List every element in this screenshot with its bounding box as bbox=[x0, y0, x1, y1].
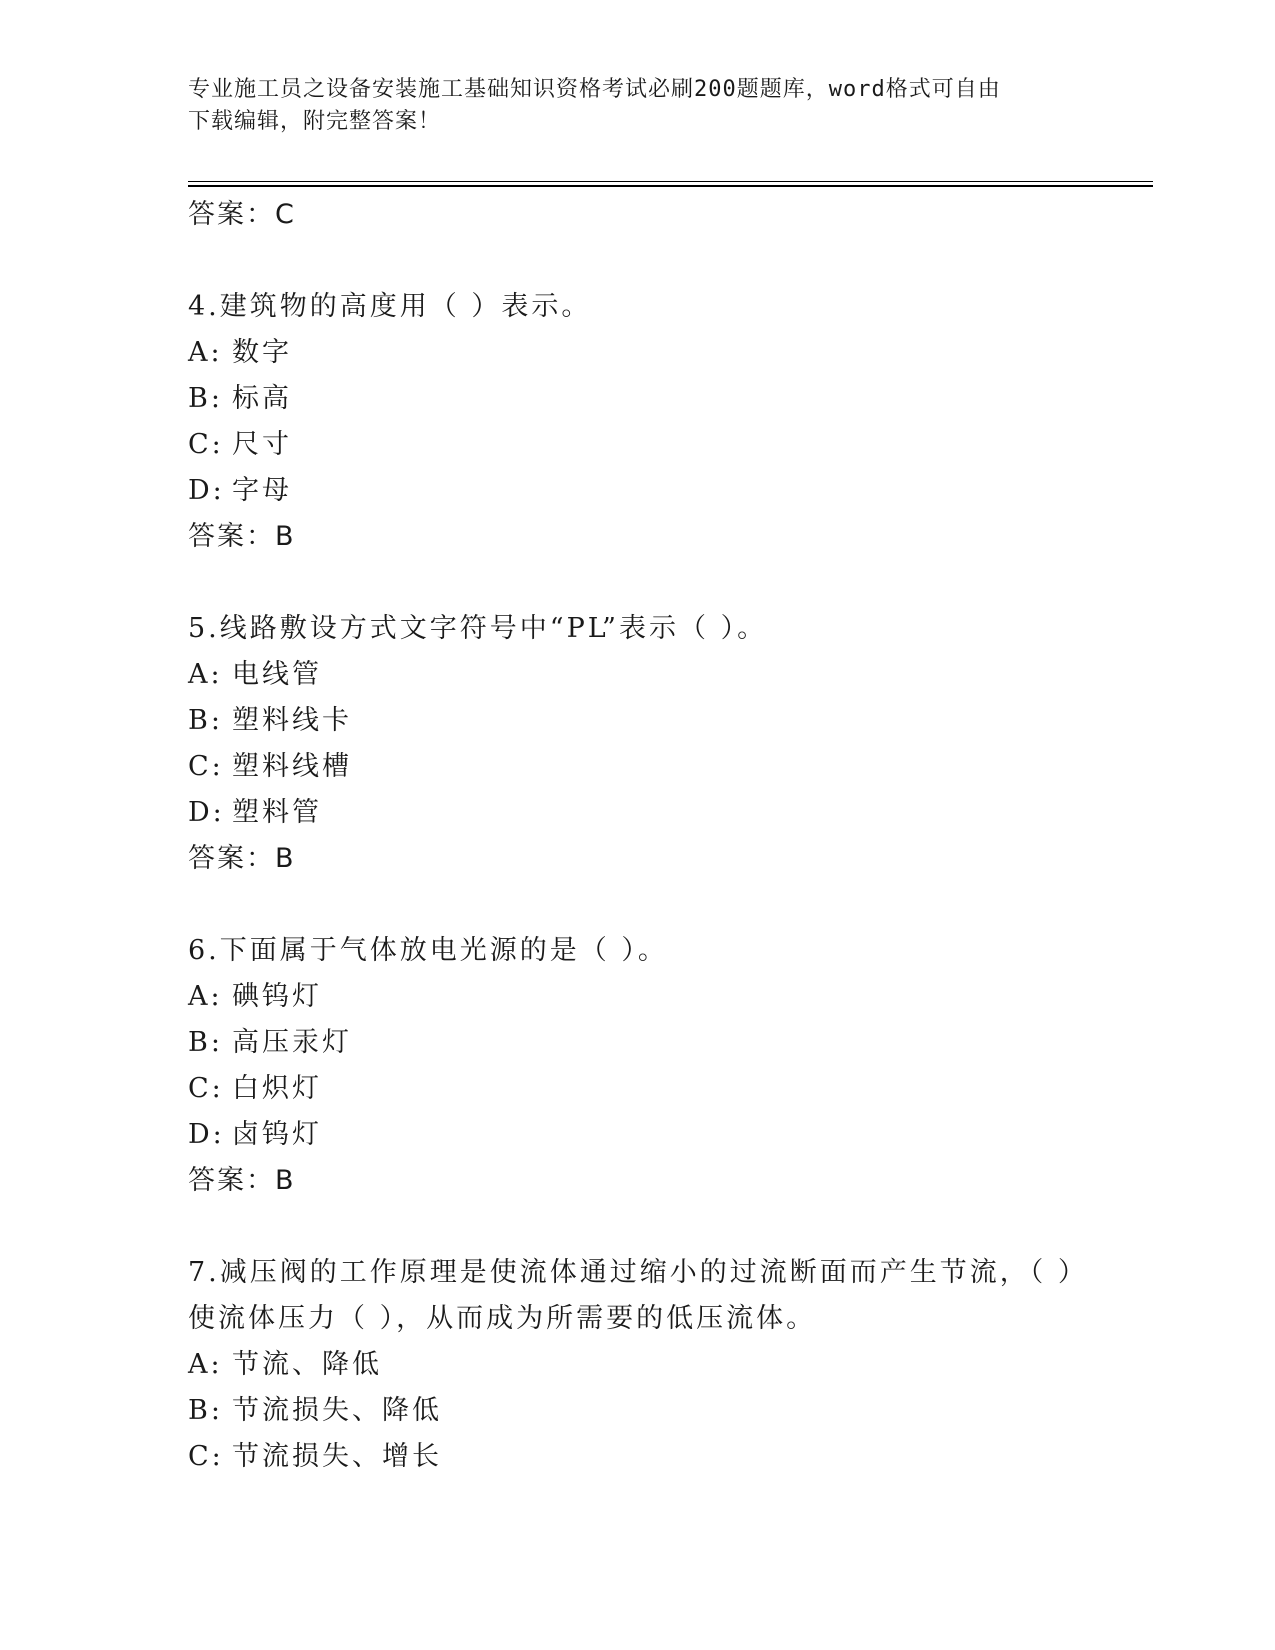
header-rule-thick bbox=[188, 185, 1153, 187]
option-key: B: bbox=[188, 705, 223, 736]
question-4-option-c bbox=[188, 422, 1088, 468]
option-text: 塑料线槽 bbox=[232, 751, 352, 782]
option-text: 卤钨灯 bbox=[232, 1119, 322, 1150]
answer-6: 答案：B bbox=[188, 1165, 296, 1196]
option-text: 节流、降低 bbox=[232, 1349, 382, 1380]
option-key: B: bbox=[188, 1395, 223, 1426]
question-5-option-c bbox=[188, 744, 1088, 790]
option-text: 碘钨灯 bbox=[232, 981, 322, 1012]
answer-5: 答案：B bbox=[188, 843, 296, 874]
option-text: 白炽灯 bbox=[232, 1073, 322, 1104]
spacer bbox=[188, 1204, 1088, 1250]
question-5-option-d bbox=[188, 790, 1088, 836]
question-5-option-a bbox=[188, 652, 1088, 698]
option-key: C: bbox=[188, 1441, 224, 1472]
question-4-option-b bbox=[188, 376, 1088, 422]
document-header bbox=[188, 74, 1088, 138]
option-key: C: bbox=[188, 429, 224, 460]
option-key: A: bbox=[188, 659, 223, 690]
option-text: 节流损失、增长 bbox=[232, 1441, 442, 1472]
question-7-text-line-2: 使流体压力（ ），从而成为所需要的低压流体。 bbox=[188, 1303, 817, 1334]
header-rule-thin bbox=[188, 181, 1153, 182]
option-key: A: bbox=[188, 1349, 223, 1380]
question-7-option-a bbox=[188, 1342, 1088, 1388]
question-7-text-line-1: 7.减压阀的工作原理是使流体通过缩小的过流断面而产生节流，（ ） bbox=[188, 1257, 1088, 1288]
question-block-5 bbox=[188, 606, 1088, 882]
question-6-option-a bbox=[188, 974, 1088, 1020]
option-key: C: bbox=[188, 1073, 224, 1104]
option-text: 标高 bbox=[232, 383, 292, 414]
question-block-6 bbox=[188, 928, 1088, 1204]
question-4-text: 4.建筑物的高度用（ ）表示。 bbox=[188, 291, 592, 322]
question-6-option-d bbox=[188, 1112, 1088, 1158]
question-6-option-c bbox=[188, 1066, 1088, 1112]
spacer bbox=[188, 560, 1088, 606]
answer-3: 答案：C bbox=[188, 199, 296, 230]
question-4-option-d bbox=[188, 468, 1088, 514]
option-key: C: bbox=[188, 751, 224, 782]
option-key: D: bbox=[188, 1119, 225, 1150]
option-key: B: bbox=[188, 1027, 223, 1058]
question-block-7 bbox=[188, 1250, 1088, 1480]
question-5-option-b bbox=[188, 698, 1088, 744]
option-text: 塑料线卡 bbox=[232, 705, 352, 736]
question-6-option-b bbox=[188, 1020, 1088, 1066]
option-key: D: bbox=[188, 475, 225, 506]
spacer bbox=[188, 882, 1088, 928]
header-line-2: 下载编辑，附完整答案！ bbox=[188, 109, 442, 134]
spacer bbox=[188, 238, 1088, 284]
question-4-option-a bbox=[188, 330, 1088, 376]
option-key: A: bbox=[188, 981, 223, 1012]
option-text: 塑料管 bbox=[232, 797, 322, 828]
question-6-text: 6.下面属于气体放电光源的是（ ）。 bbox=[188, 935, 668, 966]
option-key: A: bbox=[188, 337, 223, 368]
option-text: 电线管 bbox=[232, 659, 322, 690]
question-7-option-c bbox=[188, 1434, 1088, 1480]
question-7-option-b bbox=[188, 1388, 1088, 1434]
header-line-1: 专业施工员之设备安装施工基础知识资格考试必刷200题题库，word格式可自由 bbox=[188, 77, 1001, 102]
answer-4: 答案：B bbox=[188, 521, 296, 552]
option-text: 尺寸 bbox=[232, 429, 292, 460]
option-text: 节流损失、降低 bbox=[232, 1395, 442, 1426]
option-key: B: bbox=[188, 383, 223, 414]
option-text: 字母 bbox=[232, 475, 292, 506]
question-list bbox=[188, 192, 1088, 1480]
option-text: 高压汞灯 bbox=[232, 1027, 352, 1058]
option-key: D: bbox=[188, 797, 225, 828]
option-text: 数字 bbox=[232, 337, 292, 368]
question-5-text: 5.线路敷设方式文字符号中“PL”表示（ ）。 bbox=[188, 613, 768, 644]
question-block-4 bbox=[188, 284, 1088, 560]
